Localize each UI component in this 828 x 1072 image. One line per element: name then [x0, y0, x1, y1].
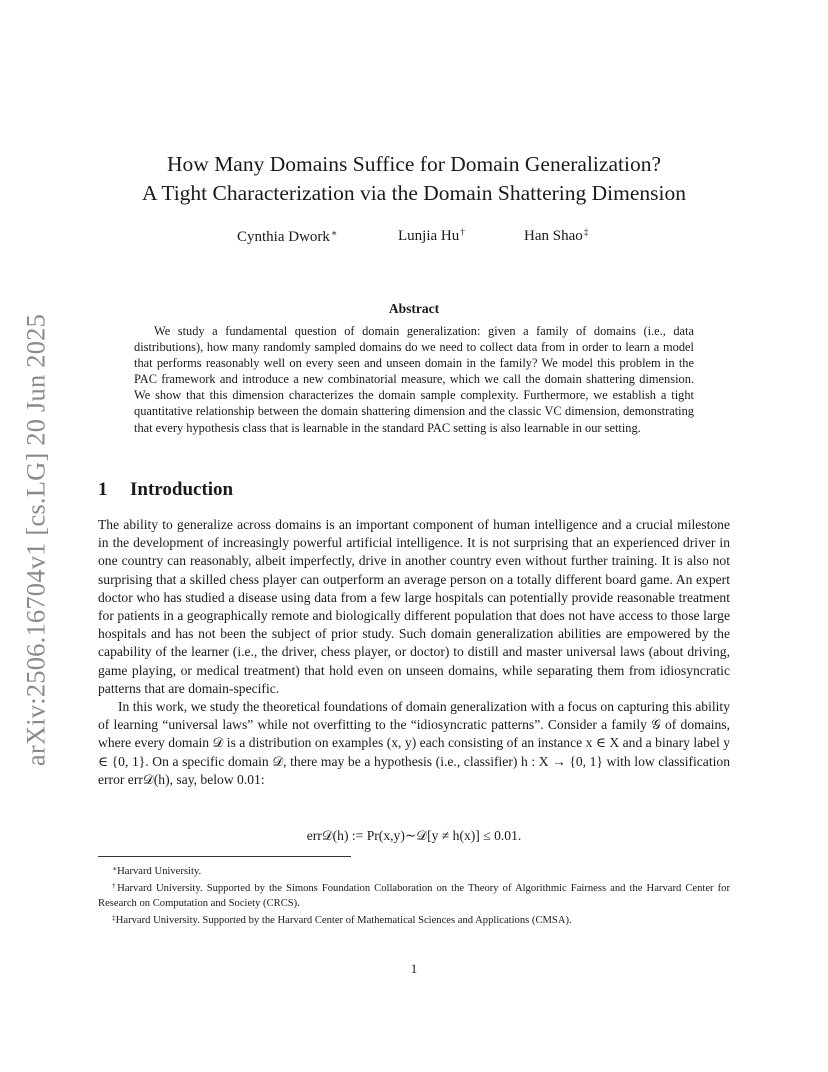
title-line-2: A Tight Characterization via the Domain Shattering Dimension [142, 181, 686, 205]
affiliation-mark: † [460, 228, 465, 238]
title-line-1: How Many Domains Suffice for Domain Generalization? [167, 152, 661, 176]
footnote-2: †Harvard University. Supported by the Simons Foundation Collaboration on the Theory of Algorithmic Fairness and the Harvard Center for Research on Computation and Society (CRCS). [98, 881, 730, 909]
page-number: 1 [410, 961, 418, 976]
error-equation: err𝒟(h) := Pr(x,y)∼𝒟[y ≠ h(x)] ≤ 0.01. [306, 828, 522, 843]
abstract-heading: Abstract [388, 301, 440, 316]
section-title: Introduction [130, 479, 234, 500]
footnote-3: ‡Harvard University. Supported by the Harvard Center of Mathematical Sciences and Applications (CMSA). [112, 913, 572, 927]
section-heading [98, 479, 233, 501]
intro-paragraph-2: In this work, we study the theoretical foundations of domain generalization with a focus on capturing this ability of learning “universal laws” while not overfitting to the “idiosyncratic patterns”. Consider a family 𝒢 of domains, where every domain 𝒟 is a distribution on examples (x, y) each consisting of an instance x ∈ X and a binary label y ∈ {0, 1}. On a specific domain 𝒟, there may be a hypothesis (i.e., classifier) h : X → {0, 1} with low classification error err𝒟(h), say, below 0.01: [98, 699, 730, 787]
author-dwork: Cynthia Dwork∗ [237, 229, 338, 245]
abstract-paragraph: We study a fundamental question of domain generalization: given a family of domains (i.e., data distributions), how many randomly sampled domains do we need to collect data from in order to learn a model that performs reasonably well on every seen and unseen domain in the family? We model this problem in the PAC framework and introduce a new combinatorial measure, which we call the domain shattering dimension. We show that this dimension characterizes the domain sample complexity. Furthermore, we establish a tight quantitative relationship between the domain shattering dimension and the classic VC dimension, demonstrating that every hypothesis class that is learnable in the standard PAC setting is also learnable in our setting. [134, 324, 694, 435]
footnote-1: ∗Harvard University. [112, 864, 202, 877]
affiliation-mark: ‡ [583, 228, 589, 238]
introduction-body [98, 516, 730, 789]
author-hu: Lunjia Hu† [398, 228, 465, 244]
intro-paragraph-1: The ability to generalize across domains is an important component of human intelligence and a crucial milestone in the development of increasingly powerful artificial intelligence. It is not surprising that an experienced driver in one country can reasonably, albeit imperfectly, drive in another country even without further training. It is also not surprising that a skilled chess player can outperform an average person on a totally different board game. An expert doctor who has studied a disease using data from a few large hospitals can potentially provide reasonable treatment for patients in a geographically remote and biologically different population that does not have access to those large hospitals and has not been the subject of prior study. Such domain generalization abilities are empowered by the capability of the learner (i.e., the driver, chess player, or doctor) to distill and master universal laws (about driving, game playing, or medical treatment) that hold even on unseen domains, while separating them from idiosyncratic patterns that are domain-specific. [98, 517, 730, 696]
footnotes [98, 862, 730, 929]
footnote-divider [98, 856, 351, 857]
author-shao: Han Shao‡ [524, 228, 589, 244]
section-number: 1 [98, 479, 108, 500]
arxiv-identifier-stamp: arXiv:2506.16704v1 [cs.LG] 20 Jun 2025 [20, 313, 51, 767]
affiliation-mark: ∗ [330, 229, 338, 239]
paper-title [100, 150, 728, 208]
abstract-text [134, 323, 694, 436]
